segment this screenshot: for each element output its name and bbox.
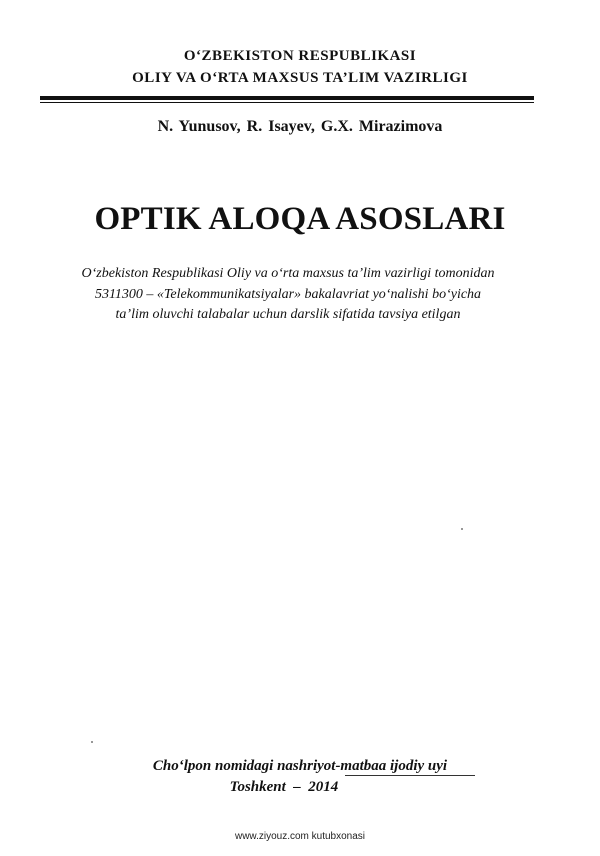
- publisher-name: Cho‘lpon nomidagi nashriyot-matbaa ijodiy uyi: [152, 758, 448, 774]
- footer-source: www.ziyouz.com kutubxonasi: [234, 831, 366, 842]
- header-divider-thin: [40, 102, 534, 103]
- ministry-header-ministry: OLIY VA O‘RTA MAXSUS TA’LIM VAZIRLIGI: [132, 70, 468, 86]
- approval-line-2: 5311300 – «Telekommunikatsiyalar» bakalavriat yo‘nalishi bo‘yicha: [94, 287, 482, 302]
- approval-line-3: ta’lim oluvchi talabalar uchun darslik sifatida tavsiya etilgan: [115, 307, 461, 322]
- header-divider-thick: [40, 96, 534, 100]
- scan-speck: [91, 741, 93, 743]
- book-title: OPTIK ALOQA ASOSLARI: [94, 201, 506, 237]
- authors: N. Yunusov, R. Isayev, G.X. Mirazimova: [157, 118, 443, 135]
- publisher-underline: [345, 775, 475, 776]
- approval-line-1: O‘zbekiston Respublikasi Oliy va o‘rta maxsus ta’lim vazirligi tomonidan: [81, 266, 495, 281]
- scan-speck: [461, 528, 463, 530]
- city-year: Toshkent – 2014: [229, 779, 339, 795]
- ministry-header-country: O‘ZBEKISTON RESPUBLIKASI: [183, 48, 417, 64]
